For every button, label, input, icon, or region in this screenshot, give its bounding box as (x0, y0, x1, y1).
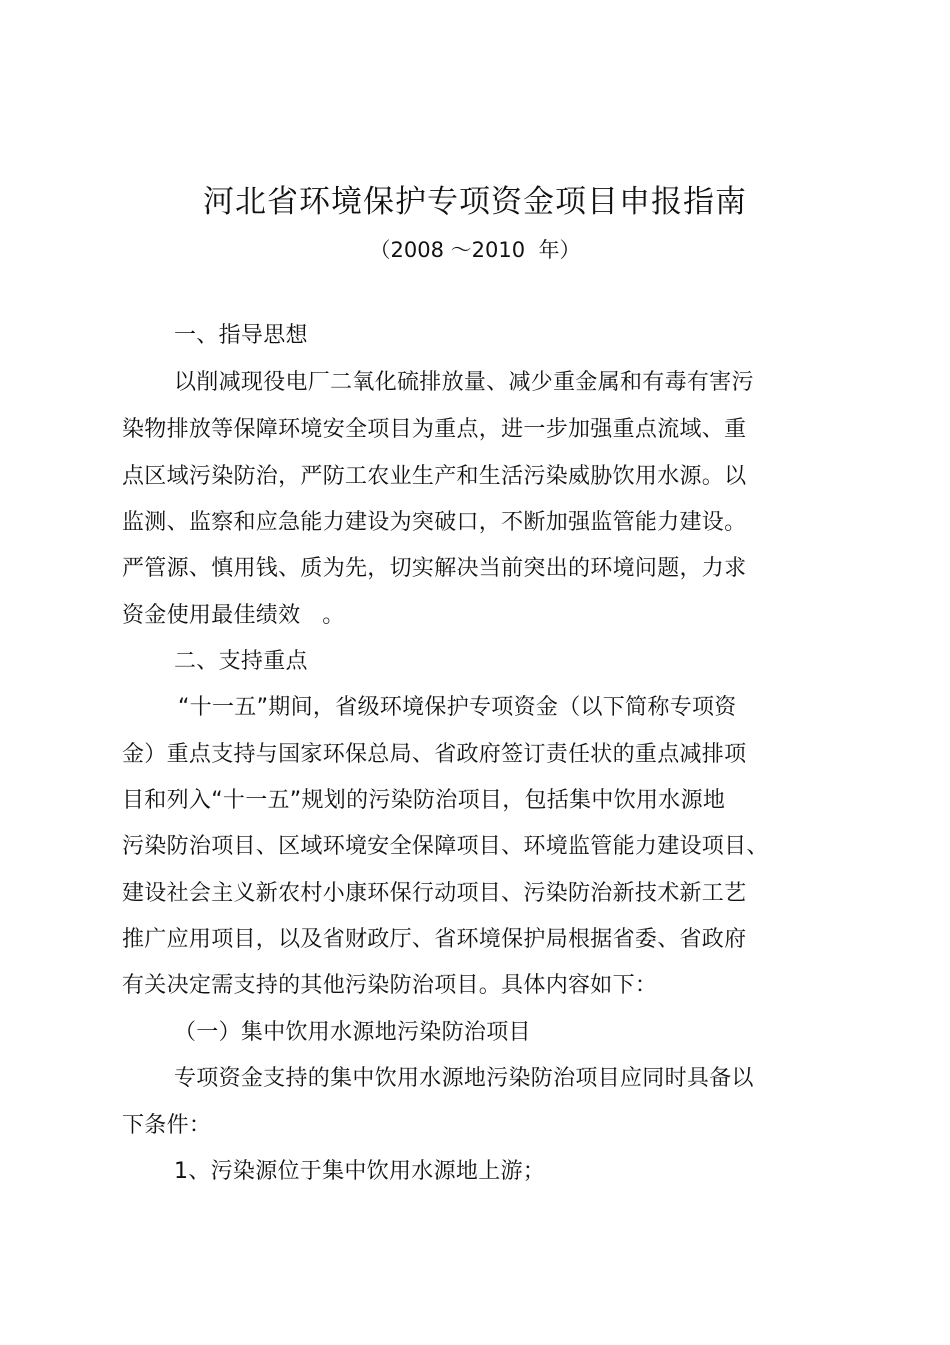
paragraph-line: 点区域污染防治，严防工农业生产和生活污染威胁饮用水源。以 (122, 464, 747, 489)
paragraph-line: 严管源、慎用钱、质为先，切实解决当前突出的环境问题，力求 (122, 556, 747, 581)
paragraph-line: 资金使用最佳绩效 。 (122, 603, 345, 628)
paragraph-line: 金）重点支持与国家环保总局、省政府签订责任状的重点减排项 (122, 742, 747, 767)
subsection-heading-drinking-water: （一）集中饮用水源地污染防治项目 (174, 1020, 531, 1045)
paragraph-line: 染物排放等保障环境安全项目为重点，进一步加强重点流域、重 (122, 417, 747, 442)
paragraph-line: 下条件： (122, 1113, 212, 1138)
paragraph-line: 目和列入“十一五”规划的污染防治项目，包括集中饮用水源地 (122, 788, 726, 813)
paragraph-line: “十一五”期间，省级环境保护专项资金（以下简称专项资 (178, 695, 737, 720)
paragraph-line: 以削减现役电厂二氧化硫排放量、减少重金属和有毒有害污 (174, 370, 754, 395)
paragraph-line: 建设社会主义新农村小康环保行动项目、污染防治新技术新工艺 (122, 881, 747, 906)
paragraph-line: 专项资金支持的集中饮用水源地污染防治项目应同时具备以 (174, 1066, 754, 1091)
document-title: 河北省环境保护专项资金项目申报指南 (203, 184, 747, 220)
document-subtitle: （2008 ～2010 年） (369, 238, 581, 262)
section-heading-guiding-ideology: 一、指导思想 (174, 323, 308, 348)
section-heading-support-focus: 二、支持重点 (174, 649, 308, 674)
paragraph-line: 有关决定需支持的其他污染防治项目。具体内容如下： (122, 973, 658, 998)
paragraph-line: 监测、监察和应急能力建设为突破口，不断加强监管能力建设。 (122, 510, 747, 535)
list-item: 1、污染源位于集中饮用水源地上游； (174, 1159, 546, 1184)
paragraph-line: 推广应用项目，以及省财政厅、省环境保护局根据省委、省政府 (122, 927, 747, 952)
paragraph-line: 污染防治项目、区域环境安全保障项目、环境监管能力建设项目、 (122, 834, 769, 859)
